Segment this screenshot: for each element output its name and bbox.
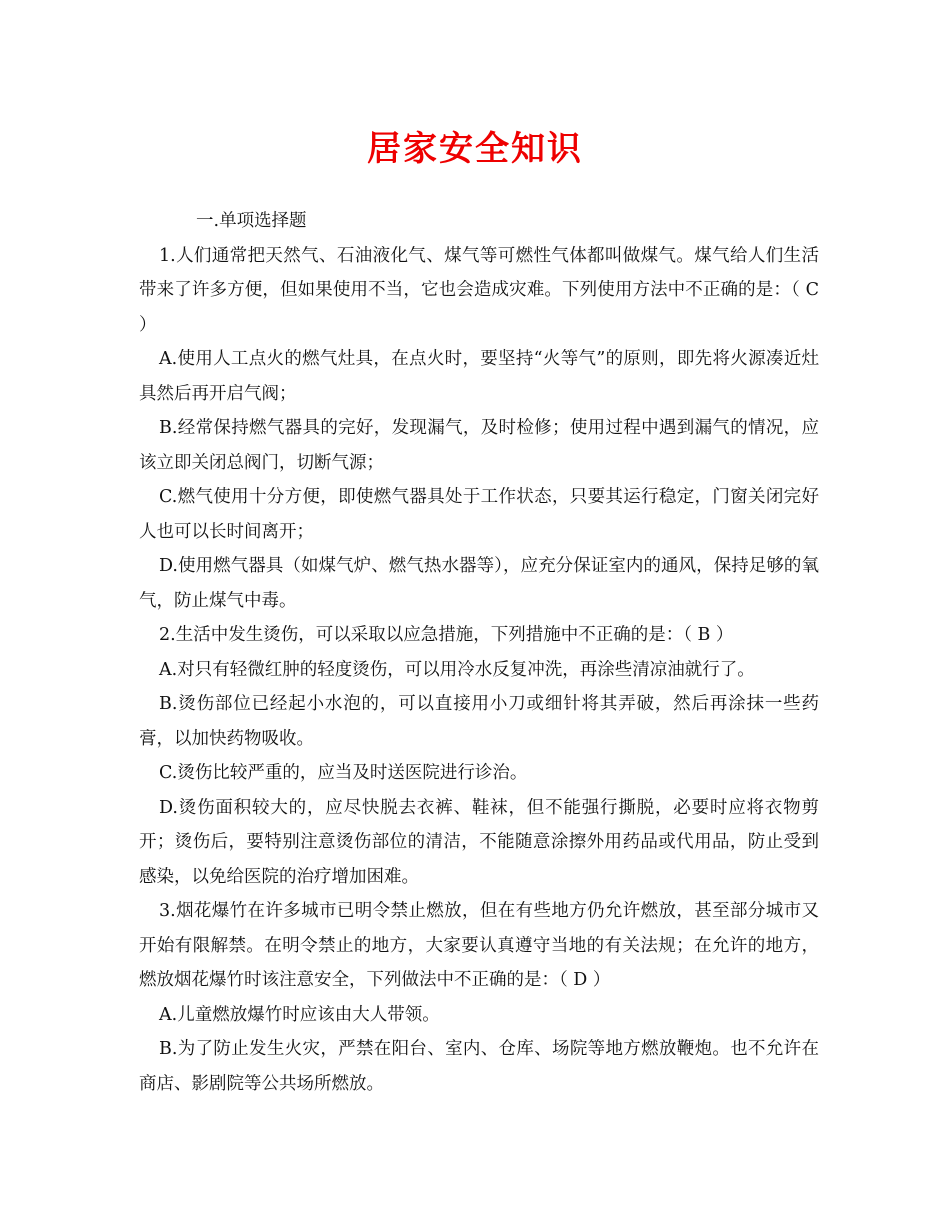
question-3-option-a: A.儿童燃放爆竹时应该由大人带领。 [159,1004,440,1025]
question-2-stem: 2.生活中发生烫伤，可以采取以应急措施，下列措施中不正确的是：（ B ） [159,625,734,645]
question-1-option-c: C.燃气使用十分方便，即使燃气器具处于工作状态，只要其运行稳定，门窗关闭完好人也可以长时间离开； [139,487,819,542]
question-2-option-c: C.烫伤比较严重的，应当及时送医院进行诊治。 [159,763,528,783]
question-1-stem: 1.人们通常把天然气、石油液化气、煤气等可燃性气体都叫做煤气。煤气给人们生活带来了许多方便，但如果使用不当，它也会造成灾难。下列使用方法中不正确的是：（ C ） [139,245,819,335]
question-2-option-b: B.烫伤部位已经起小水泡的，可以直接用小刀或细针将其弄破，然后再涂抹一些药膏，以加快药物吸收。 [139,694,819,749]
question-1-option-b: B.经常保持燃气器具的完好，发现漏气，及时检修；使用过程中遇到漏气的情况，应该立即关闭总阀门，切断气源； [139,418,819,473]
question-1-option-a: A.使用人工点火的燃气灶具，在点火时，要坚持“火等气”的原则，即先将火源凑近灶具然后再开启气阀； [139,349,819,404]
question-3-stem: 3.烟花爆竹在许多城市已明令禁止燃放，但在有些地方仍允许燃放，甚至部分城市又开始有限解禁。在明令禁止的地方，大家要认真遵守当地的有关法规；在允许的地方，燃放烟花爆竹时该注意安全，下列做法中不正确的是：（ D ） [139,901,819,990]
question-3-option-b: B.为了防止发生火灾，严禁在阳台、室内、仓库、场院等地方燃放鞭炮。也不允许在商店、影剧院等公共场所燃放。 [139,1039,819,1094]
question-2-option-a: A.对只有轻微红肿的轻度烫伤，可以用冷水反复冲洗，再涂些清凉油就行了。 [159,659,755,680]
question-1-option-d: D.使用燃气器具（如煤气炉、燃气热水器等），应充分保证室内的通风，保持足够的氧气，防止煤气中毒。 [139,556,819,611]
document-title: 居家安全知识 [367,129,583,169]
question-2-option-d: D.烫伤面积较大的，应尽快脱去衣裤、鞋袜，但不能强行撕脱，必要时应将衣物剪开；烫伤后，要特别注意烫伤部位的清洁，不能随意涂擦外用药品或代用品，防止受到感染，以免给医院的治疗增加困难。 [139,797,819,887]
section-heading: 一.单项选择题 [196,211,307,231]
document-body [139,204,819,1101]
